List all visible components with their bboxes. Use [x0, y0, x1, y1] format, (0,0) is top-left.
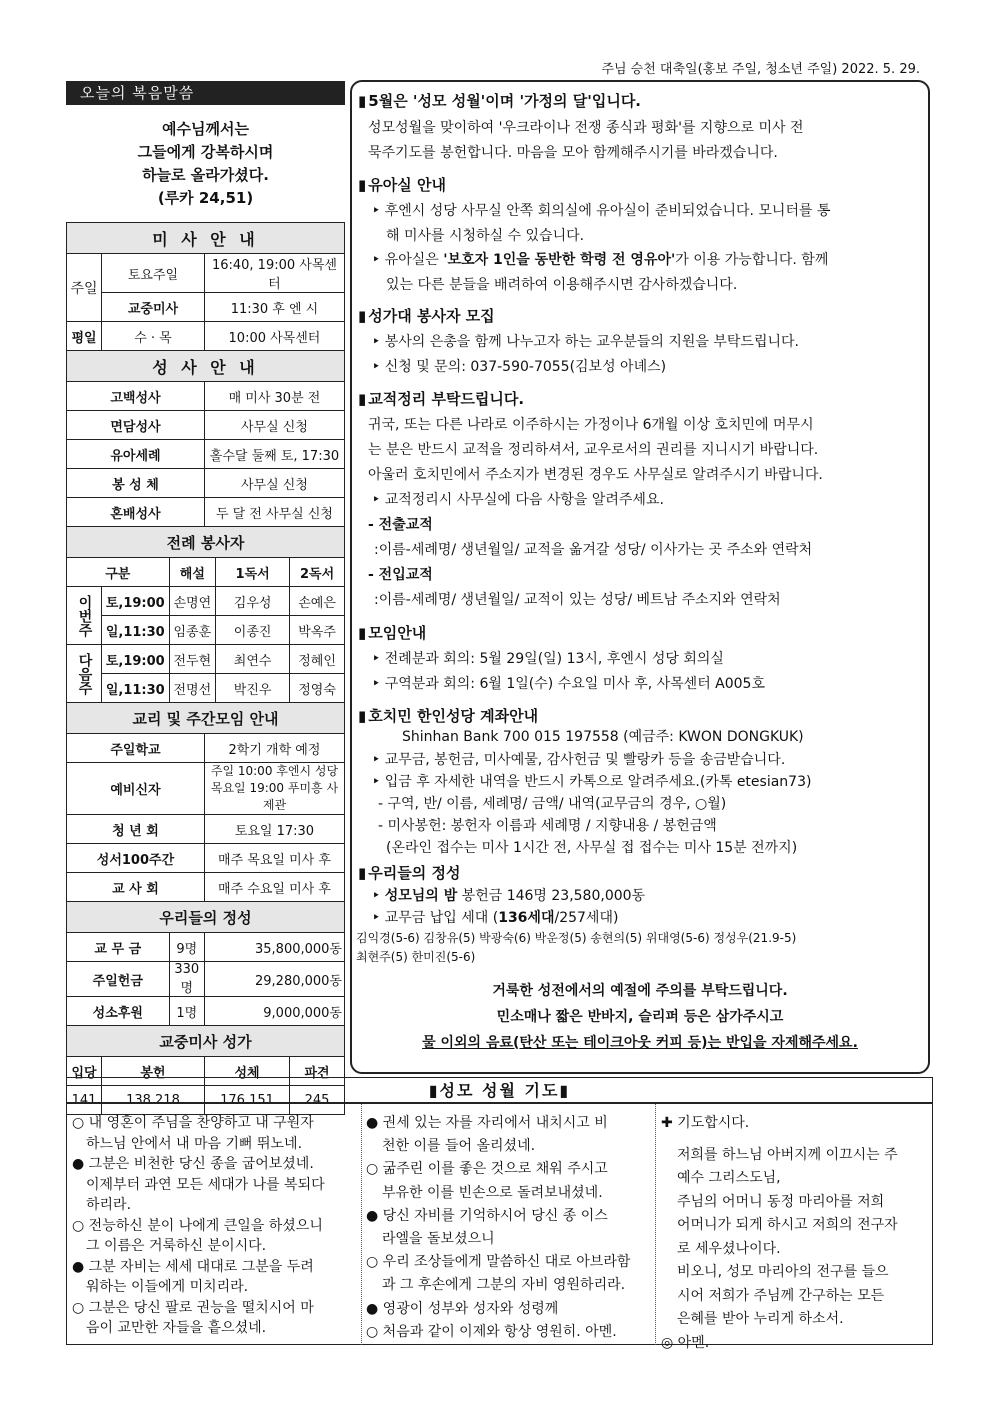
sacrament-value: 두 달 전 사무실 신청	[204, 498, 344, 527]
sat-mass-label: 토요주일	[102, 254, 205, 293]
hymn-header: 파견	[290, 1057, 345, 1086]
prayer-line: 하리라.	[86, 1197, 132, 1213]
meeting-name: 성서100주간	[67, 844, 205, 873]
hymn-header: 봉헌	[102, 1057, 205, 1086]
prayer-line: ○ 전능하신 분이 나에게 큰일을 하셨으니	[72, 1217, 323, 1234]
liturgy-header: 1독서	[216, 558, 290, 587]
offering-count: 9명	[169, 933, 204, 962]
prayer-line: 음이 교만한 자들을 흩으셨네.	[86, 1320, 267, 1336]
notice-line: ‣ 후엔시 성당 사무실 안쪽 회의실에 유아실이 준비되었습니다. 모니터를 통	[372, 203, 831, 219]
bulletin-date: 주님 승천 대축일(홍보 주일, 청소년 주일) 2022. 5. 29.	[601, 62, 920, 77]
notice-line: 는 분은 반드시 교적을 정리하셔서, 교우로서의 권리를 지니시기 바랍니다.	[368, 442, 819, 458]
notice-line: - 미사봉헌: 봉헌자 이름과 세례명 / 지향내용 / 봉헌금액	[378, 818, 717, 834]
liturgy-cell: 임종훈	[169, 616, 216, 645]
notice-line	[372, 249, 828, 269]
meeting-name: 교 사 회	[67, 873, 205, 902]
liturgy-cell: 전두현	[169, 645, 216, 674]
notice-line: 귀국, 또는 다른 나라로 이주하시는 가정이나 6개월 이상 호치민에 머무시	[368, 417, 814, 433]
notice-line: ‣ 구역분과 회의: 6월 1일(수) 수요일 미사 후, 사목센터 A005호	[372, 676, 765, 692]
notice-line: ‣ 교무금, 봉헌금, 미사예물, 감사헌금 및 빨랑카 등을 송금받습니다.	[372, 752, 786, 768]
sacrament-value: 매 미사 30분 전	[204, 382, 344, 411]
prayer-line: 어머니가 되게 하시고 저희의 전구자	[677, 1217, 898, 1233]
gospel-line: 그들에게 강복하시며	[137, 143, 274, 161]
notice-text: ‣ 교무금 납입 세대 (	[372, 910, 499, 926]
this-week-label: 이번주	[67, 587, 102, 645]
prayer-line: 로 세우셨나이다.	[677, 1240, 781, 1257]
liturgy-header: 구분	[67, 558, 170, 587]
liturgy-cell: 정혜인	[290, 645, 345, 674]
offering-name: 교 무 금	[67, 933, 170, 962]
prayer-line: ○ 우리 조상들에게 말씀하신 대로 아브라함	[366, 1254, 631, 1271]
etiquette-line: 민소매나 짧은 반바지, 슬리퍼 등은 삼가주시고	[496, 1009, 784, 1025]
notice-heading: ▮ 교적정리 부탁드립니다.	[358, 388, 524, 409]
community-mass-time: 11:30 후 엔 시	[204, 293, 344, 322]
prayer-line: 주님의 어머니 동정 마리아를 저희	[677, 1193, 885, 1210]
liturgy-cell: 박옥주	[290, 616, 345, 645]
prayer-divider	[361, 1104, 362, 1345]
prayer-line: 예수 그리스도님,	[677, 1170, 781, 1186]
prayer-line: 부유한 이를 빈손으로 돌려보내셨네.	[382, 1184, 603, 1201]
prayer-line: ● 권세 있는 자를 자리에서 내치시고 비	[366, 1115, 608, 1131]
sacrament-value: 사무실 신청	[204, 469, 344, 498]
meeting-name: 예비신자	[67, 763, 205, 815]
liturgy-cell: 정영숙	[290, 674, 345, 703]
notice-line: 아울러 호치민에서 주소지가 변경된 경우도 사무실로 알려주시기 바랍니다.	[368, 467, 823, 483]
notice-heading: ▮ 우리들의 정성	[358, 862, 460, 883]
notice-line: (온라인 접수는 미사 1시간 전, 사무실 접 접수는 미사 15분 전까지)	[386, 840, 798, 856]
gospel-title: 오늘의 복음말씀	[66, 81, 345, 105]
notice-emphasis: '보호자 1인을 동반한 학령 전 영유아'	[443, 252, 676, 268]
hymn-number: 138 218	[102, 1086, 205, 1115]
liturgy-header: 해설	[169, 558, 216, 587]
sat-mass-time: 16:40, 19:00 사목센터	[204, 254, 344, 293]
liturgy-cell: 김우성	[216, 587, 290, 616]
liturgy-header: 2독서	[290, 558, 345, 587]
prayer-line: 시어 저희가 주님께 간구하는 모든	[677, 1287, 885, 1304]
notice-heading: ▮ 5월은 '성모 성월'이며 '가정의 달'입니다.	[358, 90, 641, 111]
meeting-value: 매주 수요일 미사 후	[204, 873, 344, 902]
notice-text: 봉헌금 146명 23,580,000동	[457, 888, 646, 904]
gospel-verse	[66, 118, 345, 210]
hymns-title: 교중미사 성가	[67, 1026, 345, 1057]
liturgy-cell: 이종진	[216, 616, 290, 645]
notice-line: - 전출교적	[368, 517, 433, 533]
notice-heading: ▮ 성가대 봉사자 모집	[358, 305, 495, 326]
donor-list: 김익경(5-6) 김창유(5) 박광숙(6) 박운정(5) 송현의(5) 위대영(5-6) 정성우(21.9-5)	[356, 931, 797, 945]
mass-title: 미 사 안 내	[67, 223, 345, 254]
hymn-number: 245	[290, 1086, 345, 1115]
prayer-line: 저희를 하느님 아버지께 이끄시는 주	[677, 1146, 898, 1163]
weekday-label: 평일	[67, 322, 102, 351]
prayer-line: 과 그 후손에게 그분의 자비 영원하리라.	[382, 1277, 626, 1294]
notice-heading: ▮ 호치민 한인성당 계좌안내	[358, 705, 538, 726]
notice-heading: ▮ 유아실 안내	[358, 174, 446, 195]
gospel-line: 하늘로 올라가셨다.	[142, 166, 269, 184]
hymn-header: 입당	[67, 1057, 102, 1086]
liturgy-cell: 최연수	[216, 645, 290, 674]
prayer-line: 비오니, 성모 마리아의 전구를 들으	[677, 1264, 889, 1280]
sacrament-name: 혼배성사	[67, 498, 205, 527]
prayer-line: 라엘을 돌보셨으니	[382, 1231, 495, 1247]
liturgy-title: 전례 봉사자	[67, 527, 345, 558]
meeting-value: 2학기 개학 예정	[204, 734, 344, 763]
sacrament-name: 면담성사	[67, 411, 205, 440]
prayer-line: ○ 굶주린 이를 좋은 것으로 채워 주시고	[366, 1161, 608, 1178]
prayer-line: 하느님 안에서 내 마음 기뻐 뛰노네.	[86, 1135, 303, 1152]
sacrament-name: 고백성사	[67, 382, 205, 411]
notice-line	[372, 907, 618, 927]
liturgy-cell: 손명연	[169, 587, 216, 616]
prayer-line: ◎ 아멘.	[661, 1334, 710, 1351]
prayer-line: ● 그분은 비천한 당신 종을 굽어보셨네.	[72, 1156, 314, 1172]
meeting-name: 청 년 회	[67, 815, 205, 844]
notice-line: ‣ 교적정리시 사무실에 다음 사항을 알려주세요.	[372, 492, 664, 508]
notice-line: ‣ 봉사의 은총을 함께 나누고자 하는 교우분들의 지원을 부탁드립니다.	[372, 334, 799, 350]
prayer-divider	[655, 1104, 656, 1345]
notice-line: :이름-세례명/ 생년월일/ 교적을 옮겨갈 성당/ 이사가는 곳 주소와 연락처	[374, 542, 813, 558]
liturgy-cell: 손예은	[290, 587, 345, 616]
meeting-value-line: 주일 10:00 후엔시 성당	[210, 764, 339, 778]
offering-count: 1명	[169, 997, 204, 1026]
liturgy-time: 일,11:30	[102, 616, 170, 645]
notice-heading: ▮ 모임안내	[358, 622, 426, 643]
notice-line: 해 미사를 시청하실 수 있습니다.	[386, 228, 585, 244]
notice-text: 가 이용 가능합니다. 함께	[675, 252, 829, 268]
community-mass-label: 교중미사	[102, 293, 205, 322]
notice-emphasis: 성모님의 밤	[384, 888, 458, 904]
left-info-table	[66, 222, 345, 1115]
notice-line: 성모성월을 맞이하여 '우크라이나 전쟁 종식과 평화'를 지향으로 미사 전	[368, 120, 804, 136]
notice-line: - 구역, 반/ 이름, 세례명/ 금액/ 내역(교무금의 경우, ○월)	[378, 796, 727, 812]
notice-line: ‣ 신청 및 문의: 037-590-7055(김보성 아녜스)	[372, 359, 667, 375]
offering-name: 주일헌금	[67, 962, 170, 997]
hymn-header: 성체	[204, 1057, 289, 1086]
gospel-line: 예수님께서는	[162, 120, 249, 138]
hymn-number: 141	[67, 1086, 102, 1115]
sunday-label: 주일	[67, 254, 102, 322]
prayer-line: ✚ 기도합시다.	[661, 1115, 750, 1131]
prayer-line: ○ 처음과 같이 이제와 항상 영원히. 아멘.	[366, 1323, 617, 1340]
liturgy-cell: 전명선	[169, 674, 216, 703]
sacrament-value: 홀수달 둘째 토, 17:30	[204, 440, 344, 469]
liturgy-cell: 박진우	[216, 674, 290, 703]
offering-count: 330명	[169, 962, 204, 997]
offering-amount: 29,280,000동	[204, 962, 344, 997]
notice-text: ‣ 유아실은	[372, 252, 444, 268]
notice-text: /257세대)	[554, 910, 619, 926]
sacrament-name: 유아세례	[67, 440, 205, 469]
next-week-label: 다음주	[67, 645, 102, 703]
prayer-line: ○ 내 영혼이 주님을 찬양하고 내 구원자	[72, 1115, 314, 1131]
prayer-line: 천한 이를 들어 올리셨네.	[382, 1138, 536, 1155]
notice-text: ‣	[372, 888, 385, 904]
prayer-line: 은혜를 받아 누리게 하소서.	[677, 1311, 844, 1327]
prayer-line: 그 이름은 거룩하신 분이시다.	[86, 1238, 267, 1254]
meeting-value-line: 목요일 19:00 푸미흥 사제관	[210, 781, 339, 812]
notice-line: - 전입교적	[368, 567, 433, 583]
notice-line: 묵주기도를 봉헌합니다. 마음을 모아 함께해주시기를 바라겠습니다.	[368, 145, 778, 161]
offering-title: 우리들의 정성	[67, 902, 345, 933]
offering-name: 성소후원	[67, 997, 170, 1026]
notice-line: ‣ 입금 후 자세한 내역을 반드시 카톡으로 알려주세요.(카톡 etesian73)	[372, 774, 812, 790]
weekday-days: 수 · 목	[102, 322, 205, 351]
prayer-line: 이제부터 과연 모든 세대가 나를 복되다	[86, 1176, 325, 1193]
meeting-name: 주일학교	[67, 734, 205, 763]
hymn-number: 176 151	[204, 1086, 289, 1115]
donor-list: 최현주(5) 한미진(5-6)	[356, 950, 476, 964]
liturgy-time: 일,11:30	[102, 674, 170, 703]
meeting-value: 토요일 17:30	[204, 815, 344, 844]
prayer-title: ▮성모 성월 기도▮	[66, 1077, 933, 1104]
liturgy-time: 토,19:00	[102, 587, 170, 616]
notice-line	[372, 885, 645, 905]
meetings-title: 교리 및 주간모임 안내	[67, 703, 345, 734]
gospel-line: (루카 24,51)	[157, 189, 254, 207]
etiquette-line: 물 이외의 음료(탄산 또는 테이크아웃 커피 등)는 반입을 자제해주세요.	[422, 1035, 858, 1051]
sacrament-value: 사무실 신청	[204, 411, 344, 440]
liturgy-time: 토,19:00	[102, 645, 170, 674]
notice-line: ‣ 전례분과 회의: 5월 29일(일) 13시, 후엔시 성당 회의실	[372, 651, 724, 667]
prayer-line: ○ 그분은 당신 팔로 권능을 떨치시어 마	[72, 1299, 314, 1316]
prayer-line: 워하는 이들에게 미치리라.	[86, 1279, 249, 1295]
prayer-line: ● 당신 자비를 기억하시어 당신 종 이스	[366, 1207, 608, 1224]
prayer-line: ● 영광이 성부와 성자와 성령께	[366, 1300, 559, 1317]
sacrament-name: 봉 성 체	[67, 469, 205, 498]
sacrament-title: 성 사 안 내	[67, 351, 345, 382]
weekday-time: 10:00 사목센터	[204, 322, 344, 351]
bank-account: Shinhan Bank 700 015 197558 (예금주: KWON DONGKUK)	[402, 729, 804, 745]
notice-emphasis: 136세대	[498, 910, 555, 926]
etiquette-line: 거룩한 성전에서의 예절에 주의를 부탁드립니다.	[492, 983, 788, 999]
offering-amount: 35,800,000동	[204, 933, 344, 962]
prayer-line: ● 그분 자비는 세세 대대로 그분을 두려	[72, 1258, 314, 1275]
meeting-value	[204, 763, 344, 815]
meeting-value: 매주 목요일 미사 후	[204, 844, 344, 873]
notice-line: 있는 다른 분들을 배려하여 이용해주시면 감사하겠습니다.	[386, 277, 738, 293]
notice-line: :이름-세례명/ 생년월일/ 교적이 있는 성당/ 베트남 주소지와 연락처	[374, 592, 781, 608]
offering-amount: 9,000,000동	[204, 997, 344, 1026]
